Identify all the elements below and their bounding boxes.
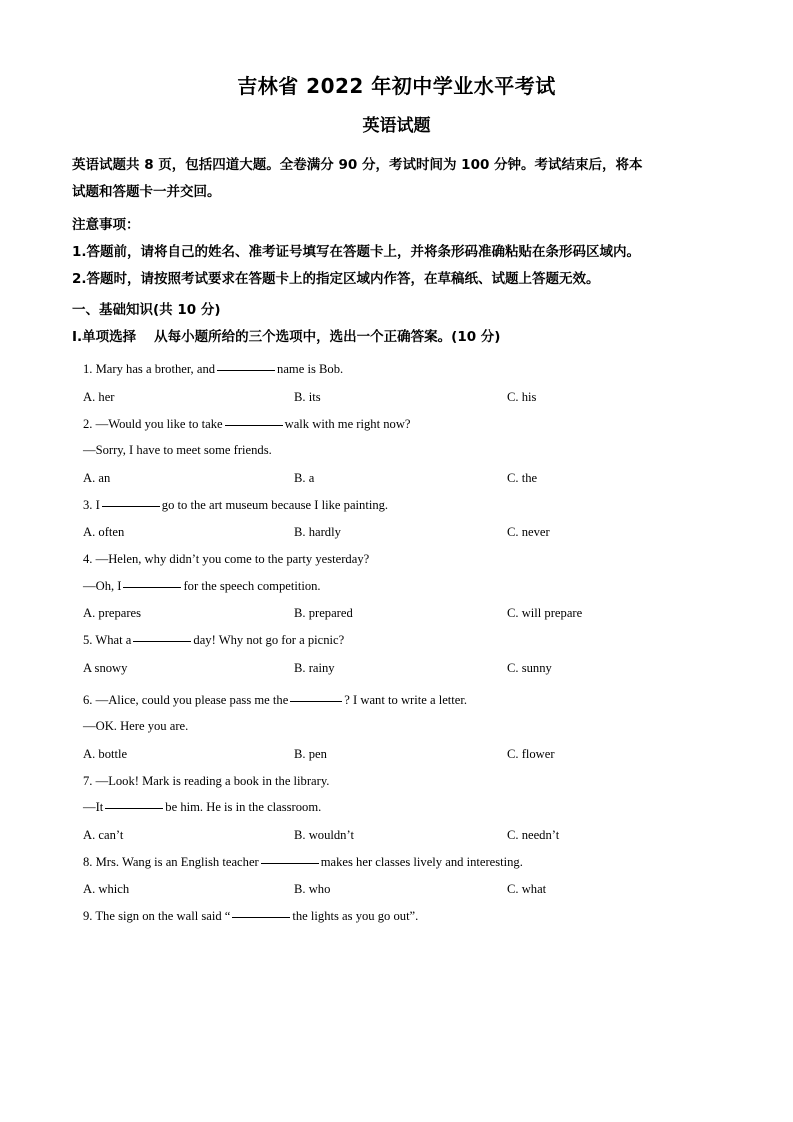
continuation-post: be him. He is in the classroom. bbox=[165, 800, 322, 815]
question-stem-post: the lights as you go out”. bbox=[292, 909, 419, 924]
question-stem-pre: 5. What a bbox=[83, 633, 132, 648]
option-row bbox=[72, 745, 721, 763]
option-b[interactable]: B. pen bbox=[294, 746, 327, 761]
option-c[interactable]: C. what bbox=[507, 882, 547, 897]
option-a[interactable]: A. often bbox=[83, 525, 125, 540]
subsection-instructions: 从每小题所给的三个选项中，选出一个正确答案。(10 分) bbox=[154, 329, 501, 345]
question-stem bbox=[72, 631, 721, 651]
answer-blank bbox=[225, 425, 283, 426]
question-stem-pre: 9. The sign on the wall said “ bbox=[83, 909, 231, 924]
answer-blank bbox=[232, 917, 290, 918]
question-stem: 7. —Look! Mark is reading a book in the library. bbox=[83, 773, 330, 788]
question-stem bbox=[72, 496, 721, 516]
answer-blank bbox=[123, 587, 181, 588]
continuation-pre: —It bbox=[83, 800, 104, 815]
continuation-post: for the speech competition. bbox=[183, 578, 321, 593]
question-stem-post: walk with me right now? bbox=[284, 416, 411, 431]
answer-blank bbox=[102, 506, 160, 507]
question-continuation: —OK. Here you are. bbox=[83, 719, 189, 734]
page-subtitle: 英语试题 bbox=[362, 116, 431, 136]
option-c[interactable]: C. sunny bbox=[507, 660, 552, 675]
notice-heading: 注意事项： bbox=[72, 217, 140, 233]
page-title: 吉林省 2022 年初中学业水平考试 bbox=[237, 74, 556, 98]
question-stem-pre: 2. —Would you like to take bbox=[83, 416, 223, 431]
question-continuation: —Sorry, I have to meet some friends. bbox=[83, 443, 272, 458]
question-stem-post: ? I want to write a letter. bbox=[344, 692, 468, 707]
question-stem bbox=[72, 360, 721, 380]
question-stem-pre: 1. Mary has a brother, and bbox=[83, 362, 216, 376]
question-stem-pre: 6. —Alice, could you please pass me the bbox=[83, 692, 289, 707]
option-b[interactable]: B. rainy bbox=[294, 660, 335, 675]
intro-line-2: 试题和答题卡一并交回。 bbox=[72, 184, 221, 200]
option-a[interactable]: A. an bbox=[83, 470, 111, 485]
question-stem bbox=[72, 415, 721, 435]
option-b[interactable]: B. a bbox=[294, 470, 315, 485]
option-b[interactable]: B. who bbox=[294, 882, 331, 897]
notice-item-1: 1.答题前，请将自己的姓名、准考证号填写在答题卡上，并将条形码准确粘贴在条形码区域内。 bbox=[72, 244, 641, 260]
option-c[interactable]: C. the bbox=[507, 470, 538, 485]
option-b[interactable]: B. hardly bbox=[294, 525, 341, 540]
answer-blank bbox=[217, 370, 275, 371]
option-row bbox=[72, 388, 721, 406]
question-stem-post: name is Bob. bbox=[277, 362, 344, 376]
question-stem bbox=[72, 853, 721, 873]
answer-blank bbox=[105, 808, 163, 809]
option-c[interactable]: C. his bbox=[507, 389, 537, 404]
answer-blank bbox=[290, 701, 342, 702]
option-a[interactable]: A. can’t bbox=[83, 827, 124, 842]
question-stem-pre: 8. Mrs. Wang is an English teacher bbox=[83, 854, 259, 869]
option-row bbox=[72, 604, 721, 622]
question-continuation bbox=[72, 798, 721, 818]
question-stem bbox=[72, 907, 721, 927]
option-c[interactable]: C. needn’t bbox=[507, 827, 560, 842]
notice-item-2: 2.答题时，请按照考试要求在答题卡上的指定区域内作答，在草稿纸、试题上答题无效。 bbox=[72, 271, 600, 287]
option-row bbox=[72, 880, 721, 898]
option-b[interactable]: B. wouldn’t bbox=[294, 827, 354, 842]
question-stem-pre: 3. I bbox=[83, 497, 100, 512]
question-stem-post: day! Why not go for a picnic? bbox=[193, 633, 345, 648]
answer-blank bbox=[261, 863, 319, 864]
option-c[interactable]: C. never bbox=[507, 525, 550, 540]
option-row bbox=[72, 523, 721, 541]
option-a[interactable]: A. her bbox=[83, 389, 115, 404]
option-a[interactable]: A. prepares bbox=[83, 606, 142, 621]
option-c[interactable]: C. flower bbox=[507, 746, 555, 761]
option-row bbox=[72, 826, 721, 844]
question-stem-post: go to the art museum because I like painting. bbox=[161, 497, 389, 512]
intro-block bbox=[72, 152, 721, 206]
option-row bbox=[72, 469, 721, 487]
option-row bbox=[72, 659, 721, 677]
question-stem bbox=[72, 691, 721, 711]
option-b[interactable]: B. its bbox=[294, 389, 321, 404]
option-a[interactable]: A. bottle bbox=[83, 746, 128, 761]
subsection-label: I.单项选择 bbox=[72, 329, 137, 345]
option-c[interactable]: C. will prepare bbox=[507, 606, 583, 621]
question-stem-post: makes her classes lively and interesting. bbox=[320, 854, 523, 869]
option-a[interactable]: A. which bbox=[83, 882, 130, 897]
question-stem: 4. —Helen, why didn’t you come to the party yesterday? bbox=[83, 552, 370, 567]
continuation-pre: —Oh, I bbox=[83, 578, 122, 593]
section-heading-part-one: 一、基础知识(共 10 分) bbox=[72, 302, 221, 318]
subsection-heading-multiple-choice bbox=[72, 324, 721, 351]
option-a[interactable]: A snowy bbox=[83, 660, 128, 675]
intro-line-1: 英语试题共 8 页，包括四道大题。全卷满分 90 分，考试时间为 100 分钟。考试结束后，将本 bbox=[72, 157, 643, 173]
question-continuation bbox=[72, 577, 721, 597]
option-b[interactable]: B. prepared bbox=[294, 606, 353, 621]
answer-blank bbox=[133, 641, 191, 642]
